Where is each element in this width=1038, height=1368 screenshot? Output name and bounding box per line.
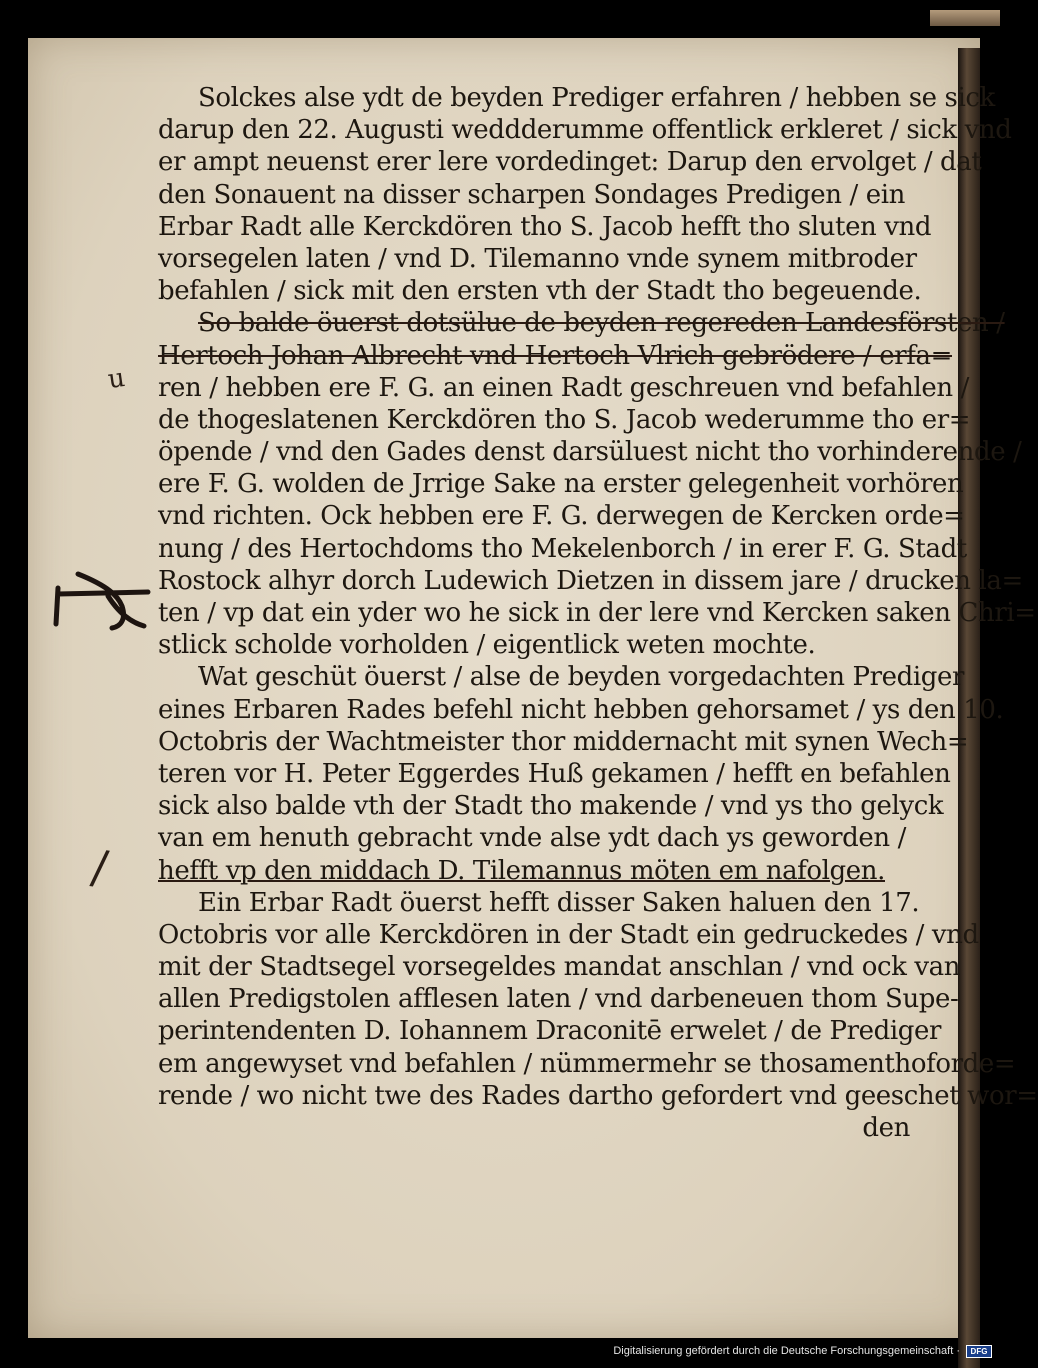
text-line	[158, 983, 959, 1015]
text-line-content: den Sonauent na disser scharpen Sondages Predigen / ein	[158, 179, 905, 210]
text-line-content: Ein Erbar Radt öuerst hefft disser Saken haluen den 17.	[198, 887, 920, 918]
text-line	[158, 565, 1023, 597]
text-line	[158, 790, 944, 822]
text-line-content: öpende / vnd den Gades denst darsüluest nicht tho vorhinderende /	[158, 437, 1022, 468]
text-line-content: vorsegelen laten / vnd D. Tilemanno vnde synem mitbroder	[158, 243, 917, 274]
text-line	[158, 340, 952, 372]
text-line-content: ten / vp dat ein yder wo he sick in der lere vnd Kercken saken Chri=	[158, 598, 1036, 628]
text-line	[158, 1080, 1038, 1112]
text-line-content: eines Erbaren Rades befehl nicht hebben gehorsamet / ys den 10.	[158, 694, 1004, 725]
text-line	[158, 1015, 942, 1047]
text-line	[158, 372, 969, 404]
text-line	[158, 1048, 1016, 1080]
text-line	[158, 951, 961, 983]
text-line-content: vnd richten. Ock hebben ere F. G. derwegen de Kercken orde=	[158, 501, 965, 532]
text-line	[158, 179, 910, 211]
document-text	[158, 82, 1038, 1144]
text-line-content: allen Predigstolen afflesen laten / vnd darbeneuen thom Supe-	[158, 984, 959, 1015]
margin-mark-slash: /	[88, 839, 112, 895]
footer-credit: Digitalisierung gefördert durch die Deutsche Forschungsgemeinschaft ·	[613, 1345, 960, 1357]
text-line-content: teren vor H. Peter Eggerdes Huß gekamen / hefft en befahlen	[158, 758, 951, 789]
text-line-content: mit der Stadtsegel vorsegeldes mandat anschlan / vnd ock van	[158, 952, 961, 983]
book-top-edge	[930, 10, 1000, 26]
text-line-content: nung / des Hertochdoms tho Mekelenborch / in erer F. G. Stadt	[158, 533, 967, 564]
digitization-footer	[602, 1343, 992, 1359]
text-line	[158, 404, 971, 436]
text-line-content: stlick scholde vorholden / eigentlick weten mochte.	[158, 630, 816, 661]
text-line-content: Hertoch Johan Albrecht vnd Hertoch Vlrich gebrödere / erfa=	[158, 340, 952, 371]
text-line	[158, 629, 910, 661]
text-line-content: Rostock alhyr dorch Ludewich Dietzen in dissem jare / drucken la=	[158, 565, 1023, 596]
text-line-content: befahlen / sick mit den ersten vth der Stadt tho begeuende.	[158, 276, 922, 307]
margin-mark-u: u	[105, 362, 127, 396]
text-line	[158, 919, 979, 951]
text-line-content: Erbar Radt alle Kerckdören tho S. Jacob hefft tho sluten vnd	[158, 211, 932, 242]
text-line-content: Octobris der Wachtmeister thor middernacht mit synen Wech=	[158, 726, 969, 757]
text-line-content: perintendenten D. Iohannem Draconitē erwelet / de Prediger	[158, 1016, 942, 1047]
text-line	[158, 146, 982, 178]
text-line-content: rende / wo nicht twe des Rades dartho gefordert vnd geeschet wor=	[158, 1080, 1038, 1111]
text-line	[158, 887, 920, 919]
text-line	[158, 822, 910, 854]
text-line-content: sick also balde vth der Stadt tho makende / vnd ys tho gelyck	[158, 791, 944, 822]
text-line-content: van em henuth gebracht vnde alse ydt dach ys geworden /	[158, 823, 906, 854]
text-line-content: Solckes alse ydt de beyden Prediger erfahren / hebben se sick	[198, 83, 995, 113]
text-line-content: de thogeslatenen Kerckdören tho S. Jacob wederumme tho er=	[158, 404, 971, 435]
text-line	[158, 533, 967, 565]
text-line	[158, 114, 1012, 146]
text-line-content: er ampt neuenst erer lere vordedinget: Darup den ervolget / dat	[158, 147, 982, 178]
handwritten-marginal-mark	[48, 566, 158, 632]
text-line-content: So balde öuerst dotsülue de beyden regereden Landesförsten /	[198, 308, 1005, 339]
text-line	[158, 436, 1022, 468]
text-line	[158, 82, 995, 114]
text-line-content: ere F. G. wolden de Jrrige Sake na erster gelegenheit vorhören	[158, 469, 964, 500]
text-line-content: Octobris vor alle Kerckdören in der Stadt ein gedruckedes / vnd	[158, 919, 979, 950]
text-line	[158, 211, 932, 243]
text-line	[158, 468, 964, 500]
text-line	[158, 597, 1036, 629]
text-line	[158, 275, 922, 307]
text-line	[158, 1112, 910, 1144]
text-line	[158, 758, 951, 790]
text-line-content: hefft vp den middach D. Tilemannus möten em nafolgen.	[158, 855, 885, 886]
text-line	[158, 855, 910, 887]
text-line-content: em angewyset vnd befahlen / nümmermehr se thosamenthoforde=	[158, 1048, 1016, 1079]
text-line	[158, 307, 1005, 339]
text-line	[158, 500, 965, 532]
text-line	[158, 661, 964, 693]
text-line	[158, 726, 969, 758]
text-line-content: den	[862, 1113, 910, 1143]
text-line-content: darup den 22. Augusti weddderumme offentlick erkleret / sick vnd	[158, 115, 1012, 146]
dfg-logo: DFG	[966, 1345, 992, 1358]
text-line	[158, 243, 917, 275]
text-line-content: Wat geschüt öuerst / alse de beyden vorgedachten Prediger	[198, 662, 964, 693]
text-line	[158, 694, 1004, 726]
text-line-content: ren / hebben ere F. G. an einen Radt geschreuen vnd befahlen /	[158, 372, 969, 403]
